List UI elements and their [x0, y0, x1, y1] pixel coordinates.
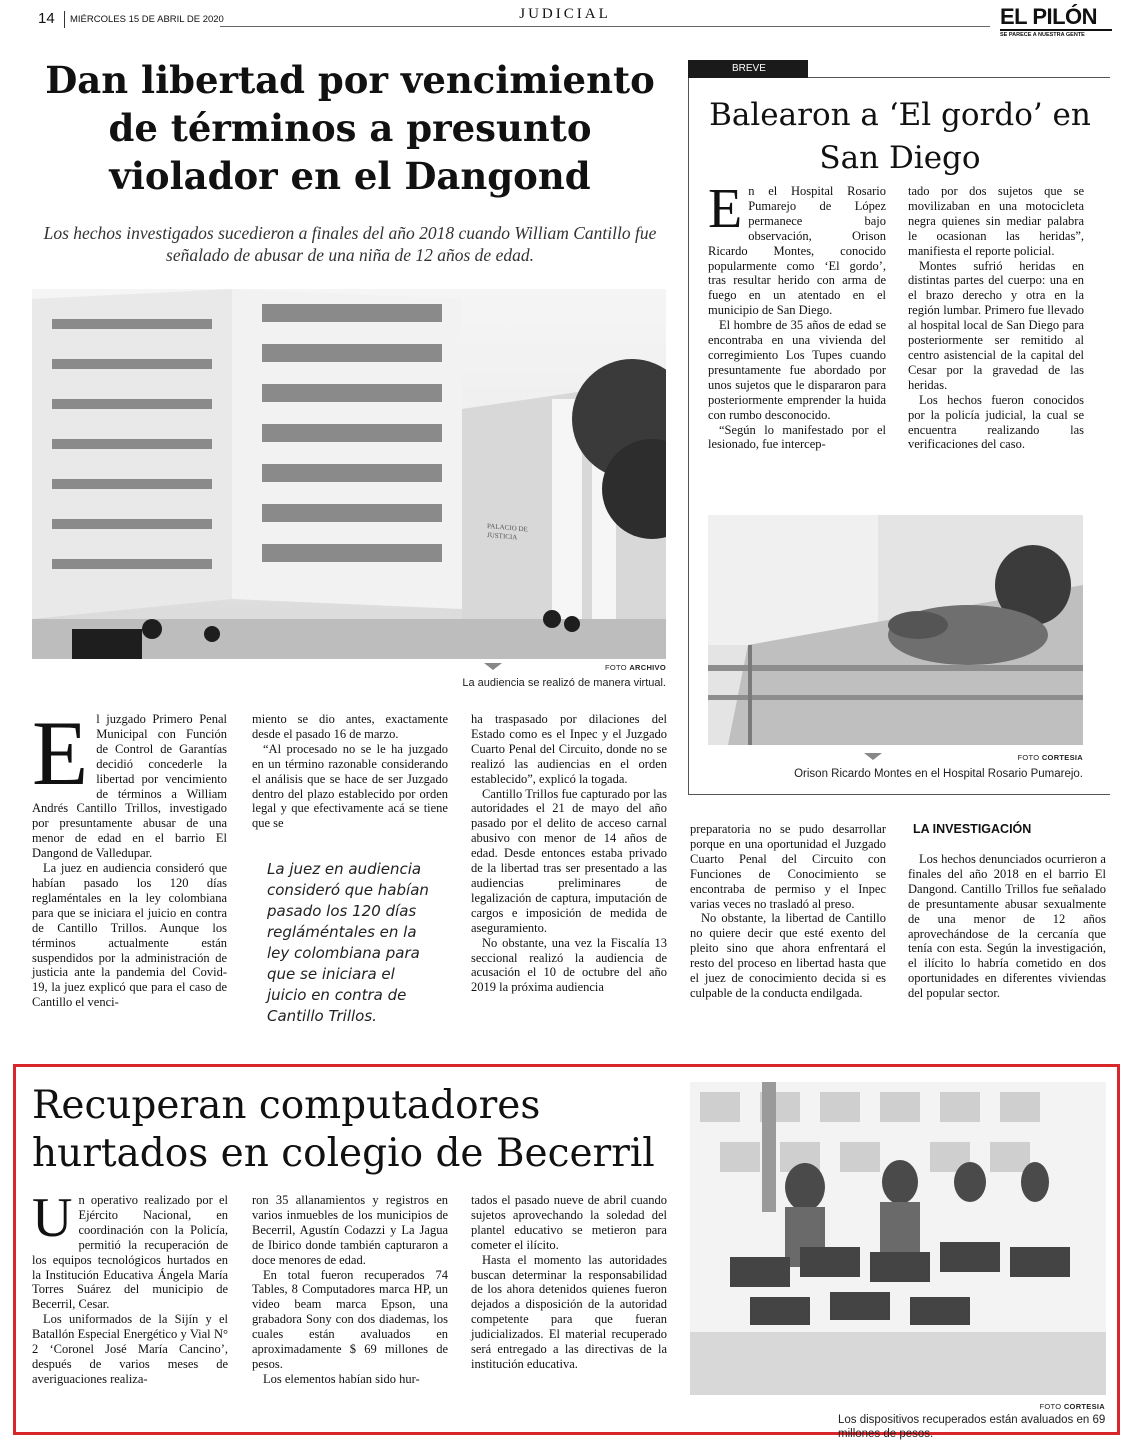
- courthouse-photo: [32, 289, 666, 659]
- header-divider: [64, 11, 65, 28]
- paragraph: La juez en audiencia consideró que habían pasado los 120 días reglaméntales en la ley colombiana para que se iniciara el juicio en contra de Cantillo Trillos. Aunque los términos actualmente están suspendidos por la administración de justicia ante la pandemia del Covid-19, la juez explicó que para el caso de Cantillo el venci-: [32, 861, 227, 1010]
- caption-pointer-icon: [864, 753, 882, 760]
- paragraph: miento se dio antes, exactamente desde el pasado 16 de marzo.: [252, 712, 448, 741]
- photo-credit-label: FOTO: [1039, 1402, 1062, 1411]
- article3-headline: Recuperan computadores hurtados en colegio de Becerril: [32, 1083, 655, 1176]
- article1-column-4: [690, 822, 886, 1001]
- article1-headline: Dan libertad por vencimiento de términos a presunto violador en el Dangond: [45, 58, 655, 198]
- paragraph: Hasta el momento las autoridades buscan determinar la responsabilidad de los ahora detenidos quienes fueron dejados a disposición de la autoridad competente para que fueran judicializados. El material recuperado será entregado a las directivas de la institución educativa.: [471, 1252, 667, 1371]
- pull-quote: La juez en audiencia consideró que habían pasado los 120 días regláméntales en la ley colombiana para que se iniciara el juicio en contra de Cantillo Trillos.: [267, 860, 429, 1025]
- brand-logo: [1000, 6, 1112, 38]
- dropcap: U: [32, 1187, 73, 1249]
- paragraph: l juzgado Primero Penal Municipal con Función de Control de Garantías decidió concederle la libertad por vencimiento de términos a William Andrés Cantillo Trillos, investigado por presuntamente abusar de una menor de edad en el barrio El Dangond de Valledupar.: [32, 712, 227, 861]
- photo-credit-source: CORTESIA: [1041, 753, 1083, 762]
- hospital-illustration: [708, 515, 1083, 745]
- courthouse-illustration: [32, 289, 666, 659]
- paragraph: No obstante, la libertad de Cantillo no quiere decir que esté exento del pleito sino que ahora enfrentará el resto del proceso en libertad hasta que el juez de conocimiento decida si es culpable de la conducta endilgada.: [690, 911, 886, 1000]
- paragraph: tados el pasado nueve de abril cuando sujetos aprovechando la soledad del plantel educativo se metieron para cometer el ilícito.: [471, 1193, 667, 1252]
- article1-column-5: [908, 852, 1106, 1001]
- breve-tag-rule: [808, 77, 1110, 78]
- article2-headline: Balearon a ‘El gordo’ en San Diego: [709, 97, 1091, 176]
- paragraph: “Al procesado no se le ha juzgado en un término razonable considerando el análisis que se hace de ser Juzgado dentro del plazo establecido por orden legal y que efectivamente acá se tiene que se: [252, 741, 448, 831]
- caption-pointer-icon: [484, 663, 502, 670]
- paragraph: ha traspasado por dilaciones del Estado como es el Inpec y el Juzgado Cuarto Penal del Circuito, donde no se realizó las audiencias en el orden establecido”, explicó la togada.: [471, 712, 667, 786]
- photo-caption: Los dispositivos recuperados están avaluados en 69 millones de pesos.: [838, 1414, 1106, 1440]
- paragraph: No obstante, una vez la Fiscalía 13 seccional realizó la audiencia de acusación el 10 de octubre del año 2019 la próxima audiencia: [471, 935, 667, 995]
- dropcap: E: [32, 702, 89, 804]
- paragraph: n operativo realizado por el Ejército Nacional, en coordinación con la Policía, permitió la recuperación de los equipos tecnológicos hurtados en la Institución Educativa Ángela María Torres Suárez del municipio de Becerril, Cesar.: [32, 1193, 228, 1312]
- article1-column-1: [32, 702, 227, 1010]
- paragraph: Los hechos fueron conocidos por la policía judicial, la cual se encuentra realizando las verificaciones del caso.: [908, 392, 1084, 452]
- paragraph: preparatoria no se pudo desarrollar porque en una oportunidad el Juzgado Cuarto Penal del Circuito con Funciones de Conocimiento se encontraba de permiso y el Inpec varias veces no trasladó al preso.: [690, 822, 886, 911]
- article1-column-3: [471, 712, 667, 995]
- dropcap: E: [708, 178, 743, 240]
- breve-tag: BREVE: [688, 60, 808, 78]
- paragraph: El hombre de 35 años de edad se encontraba en una vivienda del corregimiento Los Tupes cuando presuntamente fue abordado por unos sujetos que le dispararon para posteriormente emprender la huida con rumbo desconocido.: [708, 318, 886, 422]
- photo-caption: Orison Ricardo Montes en el Hospital Rosario Pumarejo.: [794, 768, 1083, 780]
- photo-credit: [990, 753, 1083, 762]
- paragraph: Montes sufrió heridas en distintas partes del cuerpo: una en el brazo derecho y otra en la región lumbar. Primero fue llevado al hospital local de San Diego para posteriormente ser remitido al centro asistencial de la capital del Cesar por la gravedad de las heridas.: [908, 258, 1084, 392]
- paragraph: tado por dos sujetos que se movilizaban en una motocicleta negra quienes sin mediar palabra le ocasionan las heridas”, manifiesta el reporte policial.: [908, 184, 1084, 258]
- header-rule: [220, 26, 990, 27]
- section-title: JUDICIAL: [519, 6, 611, 22]
- paragraph: n el Hospital Rosario Pumarejo de López permanece bajo observación, Orison Ricardo Montes, conocido popularmente como ‘El gordo’, tras resultar herido con arma de fuego en un atentado en el municipio de San Diego.: [708, 184, 886, 318]
- paragraph: “Según lo manifestado por el lesionado, fue intercep-: [708, 422, 886, 452]
- photo-credit-source: ARCHIVO: [629, 663, 666, 672]
- photo-credit: [990, 1402, 1105, 1411]
- article3-column-2: [252, 1193, 448, 1387]
- seized-computers-illustration: [690, 1082, 1106, 1395]
- article1-column-2: [252, 712, 448, 831]
- paragraph: Los uniformados de la Sijín y el Batallón Especial Energético y Vial N° 2 ‘Coronel José María Cancino’, después de varios meses de averiguaciones realiza-: [32, 1312, 228, 1386]
- article2-column-2: [908, 184, 1084, 452]
- brand-tagline: SE PARECE A NUESTRA GENTE: [1000, 29, 1112, 38]
- header-date: MIÉRCOLES 15 DE ABRIL DE 2020: [70, 14, 224, 25]
- paragraph: En total fueron recuperados 74 Tables, 8 Computadores marca HP, un video beam marca Epson, una grabadora Sony con dos diademas, los cuales están avaluados en aproximadamente $ 69 millones de pesos.: [252, 1267, 448, 1371]
- article3-column-1: [32, 1187, 228, 1387]
- courthouse-sign: PALACIO DE JUSTICIA: [487, 521, 528, 542]
- paragraph: Cantillo Trillos fue capturado por las autoridades el 21 de mayo del año pasado por el delito de acceso carnal abusivo con menor de 14 años de edad. Desde entonces estaba privado de la libertad tras ser presentado a las audiencias preliminares de legalización de captura, imputación de cargos e imposición de medida de aseguramiento.: [471, 786, 667, 935]
- photo-credit-source: CORTESIA: [1063, 1402, 1105, 1411]
- hospital-photo: [708, 515, 1083, 745]
- photo-credit-label: FOTO: [1017, 753, 1040, 762]
- paragraph: ron 35 allanamientos y registros en varios inmuebles de los municipios de Becerril, Agustín Codazzi y La Jagua de Ibirico donde también capturaron a doce menores de edad.: [252, 1193, 448, 1267]
- photo-credit-label: FOTO: [605, 663, 627, 672]
- photo-credit: [560, 663, 666, 672]
- photo-caption: La audiencia se realizó de manera virtual.: [462, 677, 666, 689]
- brand-name: EL PILÓN: [1000, 4, 1098, 29]
- article2-column-1: [708, 178, 886, 452]
- paragraph: Los hechos denunciados ocurrieron a finales del año 2018 en el barrio El Dangond. Cantillo Trillos fue señalado de presuntamente abusar sexualmente de una menor de 12 años aprovechándose de la cercanía que tenía con esta. Según la investigación, el ilícito lo habría cometido en dos oportunidades en diferentes viviendas del popular sector.: [908, 852, 1106, 1001]
- subhead-investigacion: LA INVESTIGACIÓN: [913, 822, 1032, 836]
- seized-computers-photo: [690, 1082, 1106, 1395]
- article1-subtitle: Los hechos investigados sucedieron a finales del año 2018 cuando William Cantillo fue señalado de abusar de una niña de 12 años de edad.: [43, 223, 657, 265]
- paragraph: Los elementos habían sido hur-: [263, 1371, 420, 1386]
- page-number: 14: [38, 10, 55, 27]
- article3-column-3: [471, 1193, 667, 1372]
